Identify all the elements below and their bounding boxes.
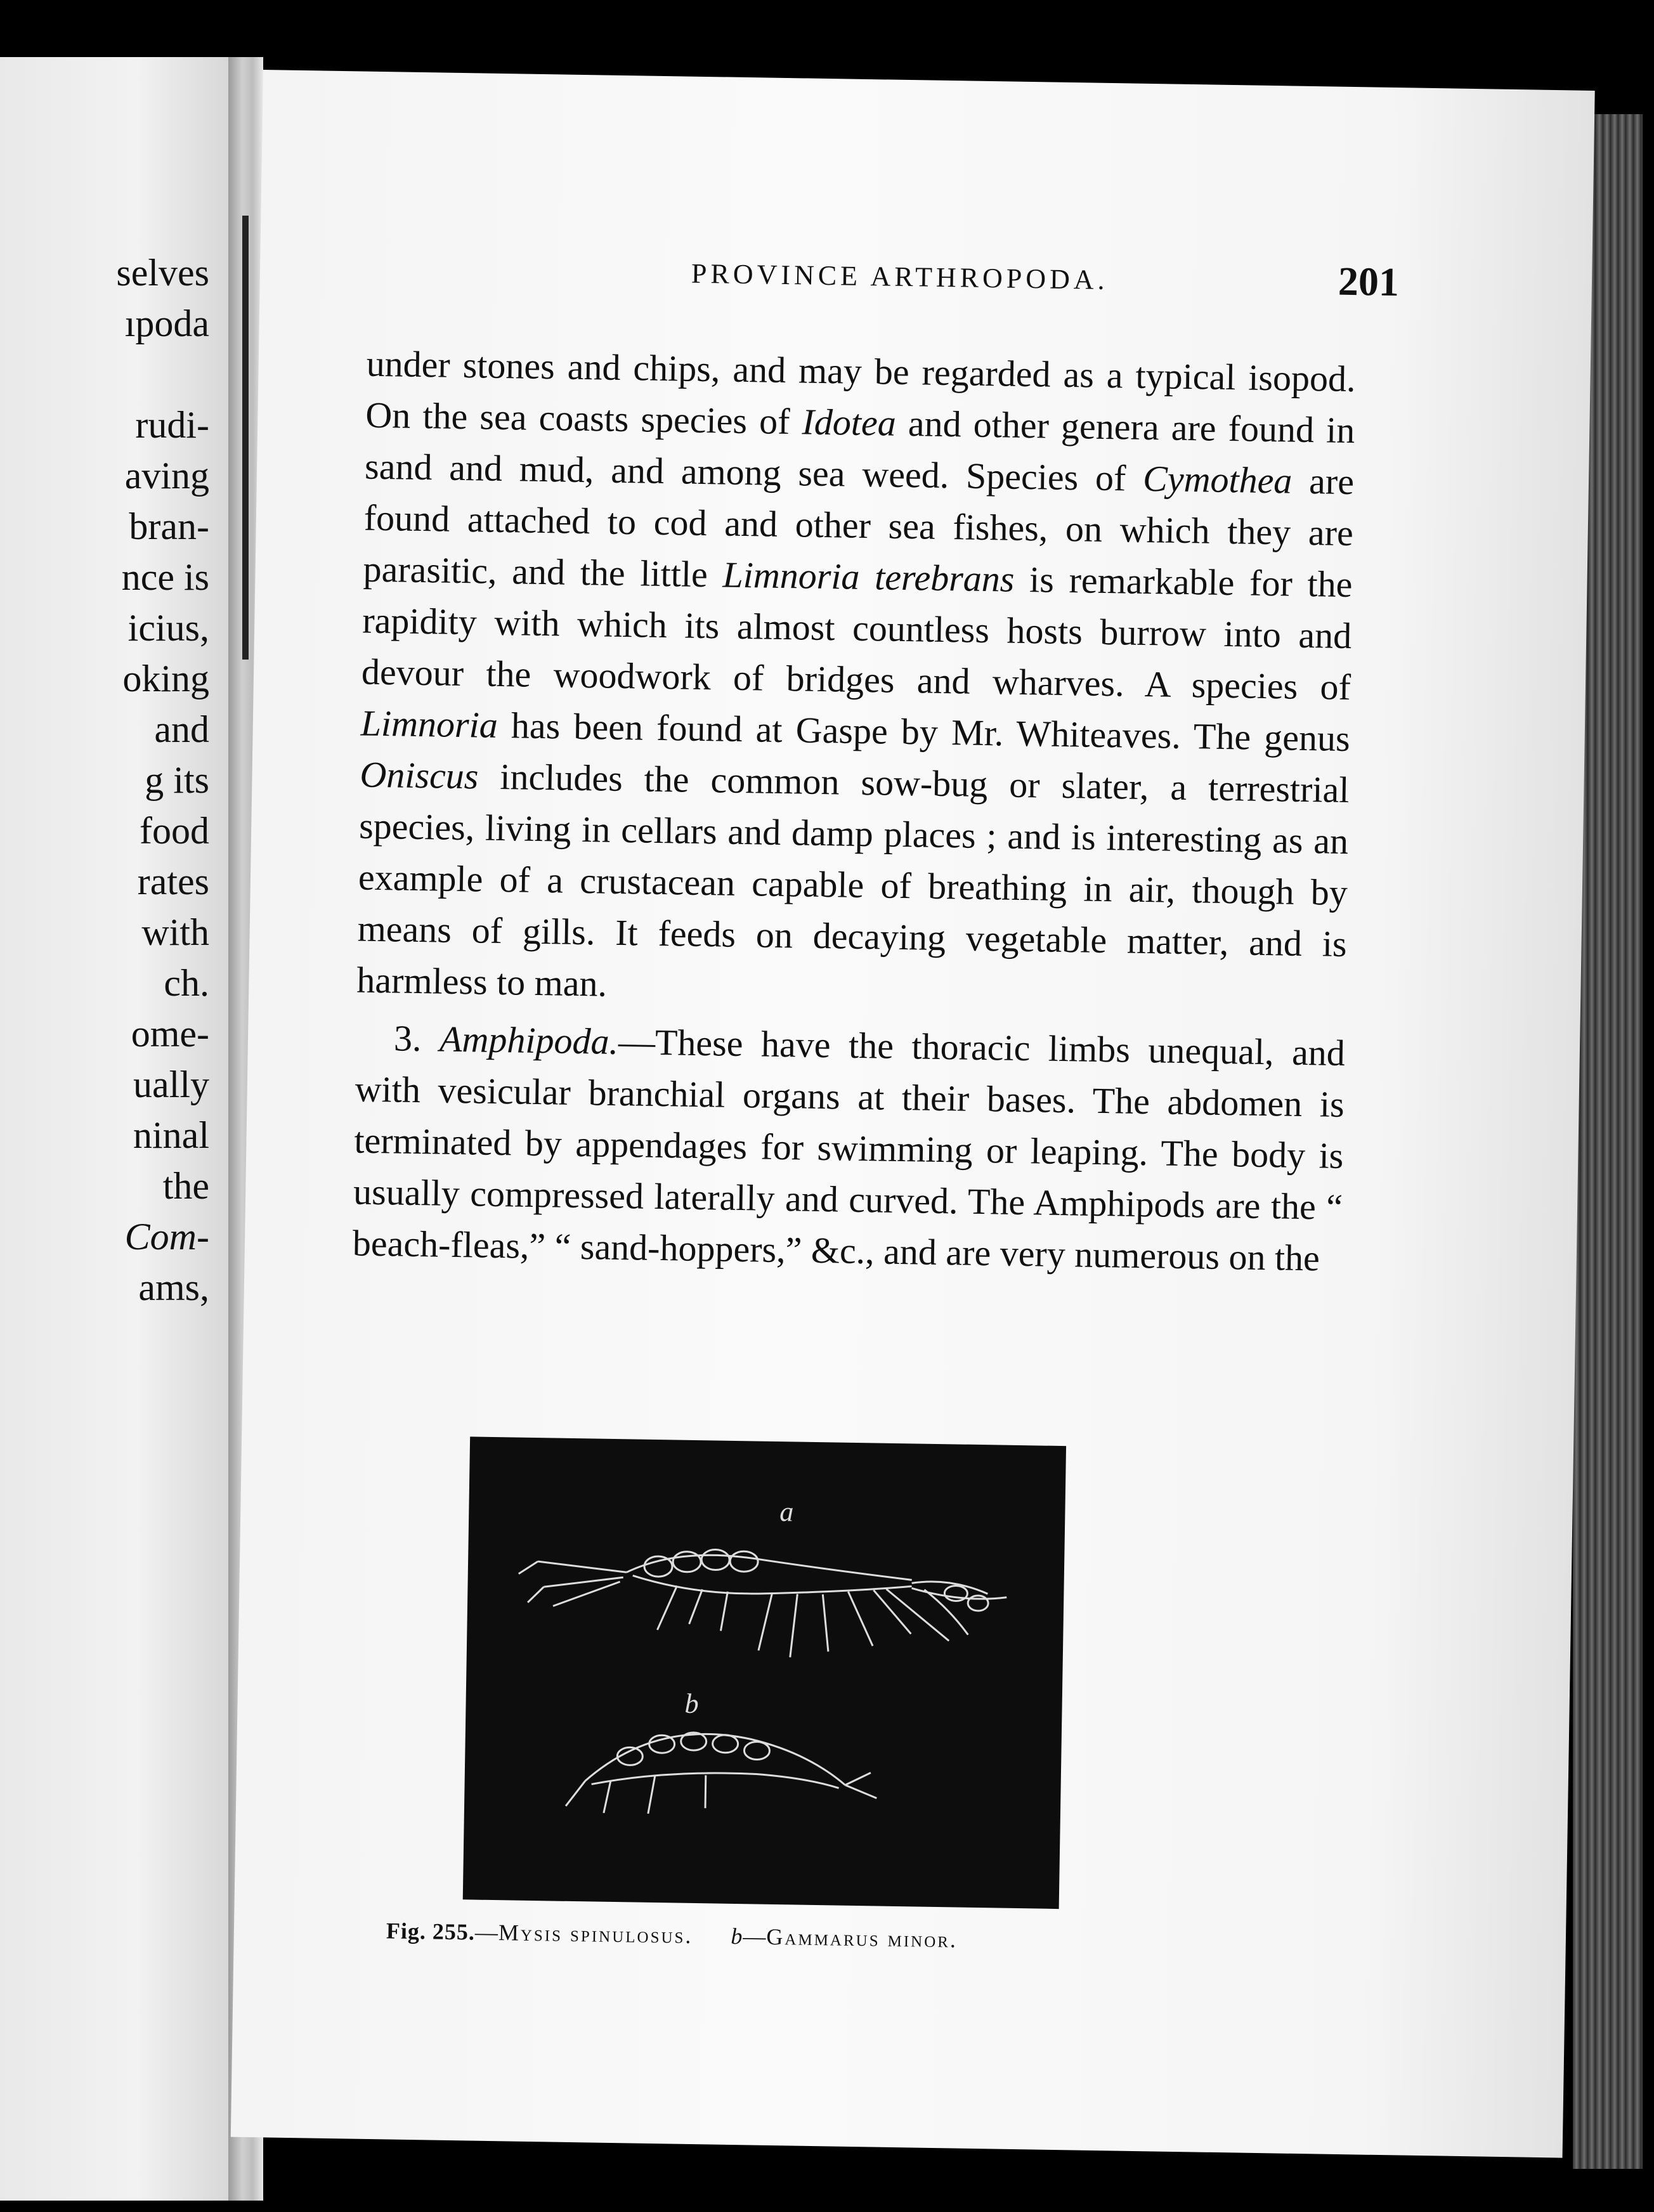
left-page-line: ninal (133, 1114, 209, 1156)
figure-label-a: a (779, 1496, 794, 1528)
left-page-line: rates (137, 861, 209, 902)
gammarus-drawing (566, 1686, 878, 1818)
left-page-line: ually (133, 1064, 209, 1105)
figure-255-illustration (463, 1436, 1066, 1909)
left-page-line: nce is (121, 556, 209, 598)
left-page-line: icius, (127, 607, 209, 649)
body-text (352, 338, 1356, 1284)
left-page-line: aving (124, 455, 209, 497)
left-page-line: Com- (124, 1216, 209, 1258)
left-page-line: and (154, 708, 209, 750)
figure-caption: Fig. 255.—Mysis spinulosus. b—Gammarus minor. (386, 1918, 958, 1953)
left-page-line: food (140, 810, 209, 852)
left-facing-page (0, 57, 228, 2201)
crustacean-engraving (463, 1436, 1066, 1909)
mysis-drawing (518, 1492, 1008, 1661)
left-page-line: ıpoda (124, 303, 209, 344)
left-page-line: ams, (138, 1266, 209, 1308)
paragraph-amphipoda: 3. Amphipoda.—These have the thoracic limbs unequal, and with vesicular branchial organs at their bases. The abdomen is terminated by appendages for swimming or leaping. The body is usually compressed laterally and curved. The Amphipods are the “ beach-fleas,” “ sand-hoppers,” &c., and are very numerous on the (352, 1017, 1346, 1279)
left-page-line: with (141, 911, 209, 953)
left-page-line: the (162, 1165, 209, 1207)
left-page-line: selves (116, 252, 209, 294)
paragraph-isopoda: under stones and chips, and may be regarded as a typical isopod. On the sea coasts species of Idotea and other genera are found in sand and mud, and among sea weed. Species of Cymothea are found attached to cod and other sea fishes, on which they are parasitic, and the little Limnoria terebrans is remarkable for the rapidity with which its almost countless hosts burrow into and devour the woodwork of bridges and wharves. A species of Limnoria has been found at Gaspe by Mr. Whiteaves. The genus Oniscus includes the common sow-bug or slater, a terrestrial species, living in cellars and damp places ; and is interesting as an example of a crustacean capable of breathing in air, though by means of gills. It feeds on decaying vegetable matter, and is harmless to man. (356, 342, 1357, 1005)
left-page-line: bran- (129, 505, 209, 547)
left-page-line: rudi- (135, 404, 209, 446)
left-page-line: ch. (164, 962, 209, 1004)
page-number: 201 (1338, 258, 1400, 305)
left-page-line: ome- (131, 1013, 209, 1055)
running-head: PROVINCE ARTHROPODA. (691, 257, 1109, 296)
book-page (231, 70, 1595, 2158)
left-page-line: g its (145, 759, 209, 801)
left-page-line: oking (122, 658, 209, 699)
figure-label-b: b (684, 1688, 699, 1720)
